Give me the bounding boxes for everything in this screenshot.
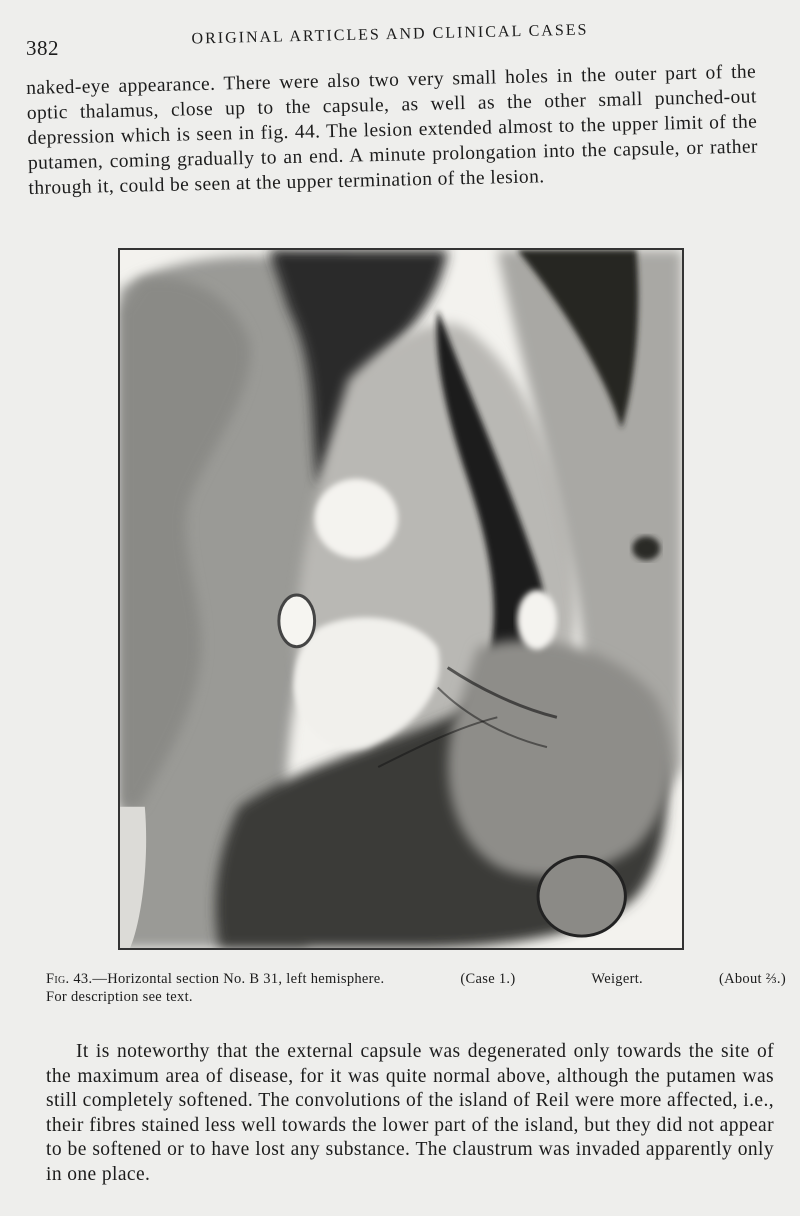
caption-line2: For description see text.	[46, 989, 193, 1005]
caption-scale: (About ⅔.)	[718, 971, 786, 987]
caption-stain: Weigert.	[591, 971, 643, 987]
page-number: 382	[26, 36, 59, 60]
figure-label: Fig. 43.	[46, 971, 93, 987]
figure-caption	[46, 970, 786, 1006]
caption-main	[46, 970, 384, 988]
figure-43-brain-section	[118, 248, 684, 950]
caption-case: (Case 1.)	[460, 971, 516, 987]
caption-description: —Horizontal section No. B 31, left hemisphere.	[92, 971, 385, 987]
running-head: ORIGINAL ARTICLES AND CLINICAL CASES	[191, 21, 589, 48]
paragraph-bottom: It is noteworthy that the external capsule was degenerated only towards the site of the maximum area of disease, for it was quite normal above, although the putamen was still completely softened. The convolutions of the island of Reil were more affected, i.e., their fibres stained less well towards the lower part of the island, but they did not appear to be softened or to have lost any substance. The claustrum was invaded apparently only in one place.	[46, 1041, 774, 1185]
paragraph-top: naked-eye appearance. There were also two very small holes in the outer part of the optic thalamus, close up to the capsule, as well as the other small punched-out depression which is seen in fig. 44. The lesion extended almost to the upper limit of the putamen, coming gradually to an end. A minute prolongation into the capsule, or rather through it, could be seen at the upper termination of the lesion.	[26, 61, 759, 199]
brain-section-illustration	[120, 250, 682, 948]
